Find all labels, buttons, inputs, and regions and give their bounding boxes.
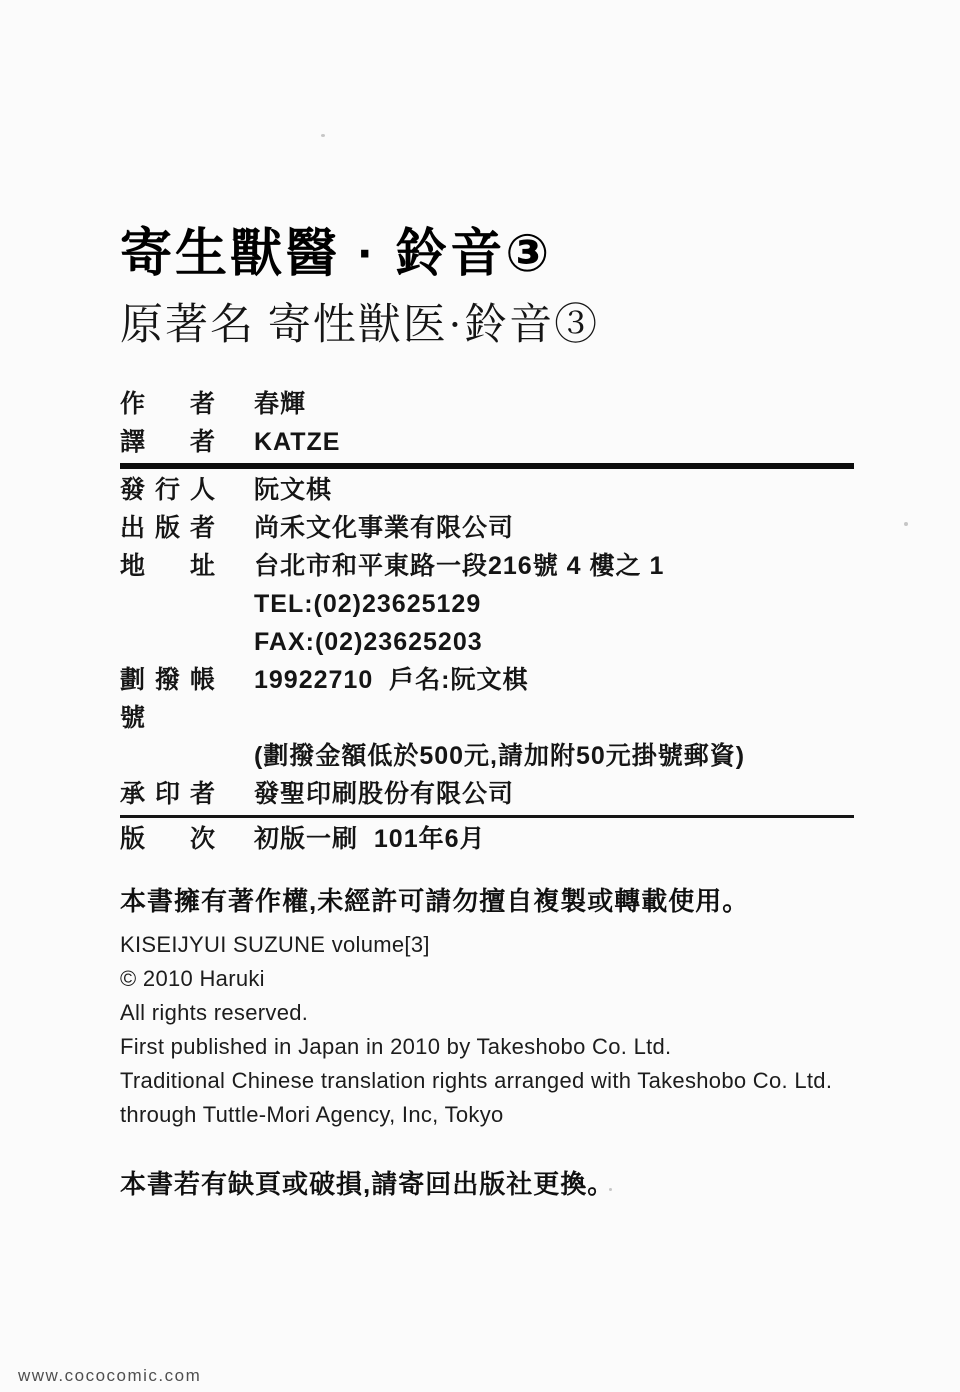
credit-label: 版次 <box>120 824 216 853</box>
credit-value: (劃撥金額低於500元,請加附50元掛號郵資) <box>254 741 746 770</box>
credit-row-publisher-person <box>120 471 857 509</box>
credit-label <box>120 737 216 775</box>
credit-row-printer <box>120 775 857 813</box>
legal-line-agency: through Tuttle-Mori Agency, Inc, Tokyo <box>120 1101 504 1127</box>
credit-label: 作者 <box>120 389 216 418</box>
credit-row-postal-account <box>120 661 857 737</box>
credit-row-address <box>120 547 857 585</box>
scan-speck <box>904 522 908 526</box>
credit-row-publisher-company <box>120 509 857 547</box>
credit-value: 初版一刷 101年6月 <box>254 824 486 853</box>
credit-value: KATZE <box>254 427 341 456</box>
credit-label: 出版者 <box>120 513 216 542</box>
scan-speck <box>321 134 325 137</box>
credit-row-tel <box>120 585 857 623</box>
credit-value: 發聖印刷股份有限公司 <box>254 779 515 808</box>
return-notice: 本書若有缺頁或破損,請寄回出版社更換。 <box>120 1168 615 1199</box>
book-title: 寄生獸醫 · 鈴音③ <box>120 225 553 283</box>
colophon-content <box>120 226 857 1201</box>
credit-label <box>120 585 216 623</box>
credit-label <box>120 623 216 661</box>
credit-value: 阮文棋 <box>254 475 333 504</box>
credit-row-author <box>120 385 857 423</box>
legal-block <box>120 928 857 1132</box>
credit-row-edition <box>120 820 857 858</box>
credit-label: 地址 <box>120 551 216 580</box>
credit-label: 劃撥帳號 <box>120 665 216 732</box>
legal-line-translation: Traditional Chinese translation rights arranged with Takeshobo Co. Ltd. <box>120 1067 833 1093</box>
divider-thin <box>120 815 854 818</box>
divider-thick <box>120 463 854 469</box>
credit-value: 尚禾文化事業有限公司 <box>254 513 515 542</box>
legal-line-rights: All rights reserved. <box>120 999 309 1025</box>
credit-value: 台北市和平東路一段216號 4 樓之 1 <box>254 551 665 580</box>
credit-label: 承印者 <box>120 779 216 808</box>
credit-row-fax <box>120 623 857 661</box>
legal-line-copyright: © 2010 Haruki <box>120 965 265 991</box>
credit-row-postal-note <box>120 737 857 775</box>
credit-value: TEL:(02)23625129 <box>254 589 482 618</box>
credit-label: 譯者 <box>120 427 216 456</box>
credit-label: 發行人 <box>120 475 216 504</box>
credit-value: 春輝 <box>254 389 307 418</box>
credit-value: FAX:(02)23625203 <box>254 627 483 656</box>
credit-value: 19922710 戶名:阮文棋 <box>254 665 529 694</box>
credits-table <box>120 385 857 858</box>
copyright-notice: 本書擁有著作權,未經許可請勿擅自複製或轉載使用。 <box>120 885 750 916</box>
legal-line-first-pub: First published in Japan in 2010 by Takeshobo Co. Ltd. <box>120 1033 672 1059</box>
original-title: 原著名 寄性獣医·鈴音③ <box>120 302 600 350</box>
site-watermark: www.cococomic.com <box>18 1366 202 1385</box>
credit-row-translator <box>120 423 857 461</box>
legal-line-volume: KISEIJYUI SUZUNE volume[3] <box>120 931 430 957</box>
